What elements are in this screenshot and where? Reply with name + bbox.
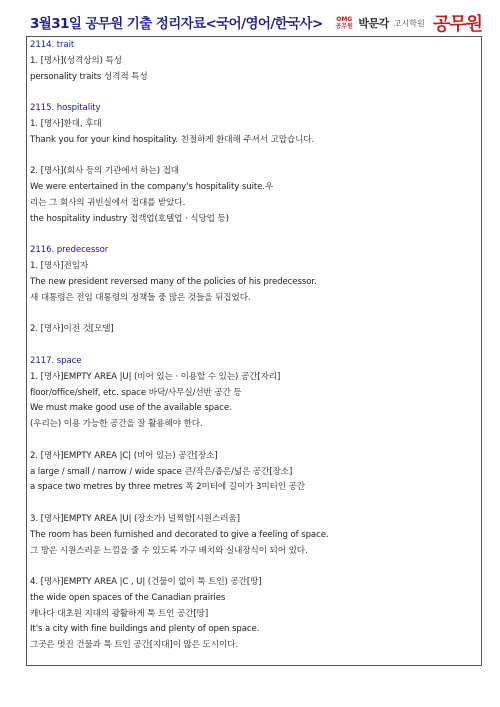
entry-spacer <box>30 85 477 101</box>
example-line: the hospitality industry 접객업(호텔업 · 식당업 등) <box>30 213 229 224</box>
sense-spacer <box>30 433 477 449</box>
page-title: 3월31일 공무원 기출 정리자료<국어/영어/한국사> <box>30 16 323 32</box>
entry-heading: 2117. space <box>30 355 82 366</box>
sense-definition: 1. [명사]전임자 <box>30 261 89 272</box>
brand-logo-top: OMG <box>336 16 353 23</box>
example-line: 새 대통령은 전임 대통령의 정책들 중 많은 것들을 뒤집었다. <box>30 292 251 303</box>
example-line: 그곳은 멋진 건물과 툭 트인 공간[지대]이 많은 도시이다. <box>30 640 238 651</box>
example-line: We were entertained in the company's hospitality suite.우 <box>30 182 274 193</box>
sense-definition: 1. [명사](성격상의) 특성 <box>30 55 122 66</box>
example-line: 캐나다 대초원 지대의 광활하게 툭 트인 공간[땅] <box>30 608 209 619</box>
sense-definition: 2. [명사]이전 것[모델] <box>30 324 114 335</box>
sense-definition: 1. [명사]환대, 후대 <box>30 118 102 129</box>
example-line: the wide open spaces of the Canadian prairies <box>30 592 226 603</box>
example-line: a large / small / narrow / wide space 큰/작은/좁은/넓은 공간[장소] <box>30 466 293 477</box>
sense-definition: 3. [명사]EMPTY AREA |U| (장소가) 널찍함[시원스러움] <box>30 513 240 524</box>
example-line: 그 방은 시원스러운 느낌을 줄 수 있도록 가구 배치와 실내장식이 되어 있다. <box>30 545 308 556</box>
entry-heading: 2116. predecessor <box>30 245 109 256</box>
example-line: The new president reversed many of the policies of his predecessor. <box>30 276 317 287</box>
example-line: It's a city with fine buildings and plenty of open space. <box>30 624 260 635</box>
example-line: a space two metres by three metres 폭 2미터에 길이가 3미터인 공간 <box>30 482 305 493</box>
example-line: The room has been furnished and decorated to give a feeling of space. <box>30 529 329 540</box>
sense-spacer <box>30 307 477 323</box>
brand-accent: 공무원 <box>432 14 482 35</box>
example-line: Thank you for your kind hospitality. 친절하게 환대해 주셔서 고맙습니다. <box>30 134 315 145</box>
page-header <box>30 10 482 36</box>
example-line: 리는 그 회사의 귀빈실에서 접대를 받았다. <box>30 197 186 208</box>
entry-spacer <box>30 338 477 354</box>
sense-definition: 1. [명사]EMPTY AREA |U| (비어 있는 · 이용할 수 있는) 공간[자리] <box>30 371 281 382</box>
example-line: personality traits 성격적 특성 <box>30 71 148 82</box>
entry-heading: 2114. trait <box>30 40 75 50</box>
entry-spacer <box>30 228 477 244</box>
brand-logo-bottom: 공무원 <box>335 23 353 30</box>
sense-spacer <box>30 149 477 165</box>
brand-logo-group <box>335 10 482 36</box>
sense-definition: 4. [명사]EMPTY AREA |C , U| (건물이 없이 툭 트인) 공간[땅] <box>30 577 262 588</box>
vocabulary-content-box <box>26 36 482 666</box>
sense-spacer <box>30 496 477 512</box>
example-line: We must make good use of the available space. <box>30 403 232 414</box>
sense-definition: 2. [명사]EMPTY AREA |C| (비어 있는) 공간[장소] <box>30 450 218 461</box>
sense-definition: 2. [명사](회사 등의 기관에서 하는) 접대 <box>30 166 179 177</box>
sense-spacer <box>30 559 477 575</box>
example-line: (우리는) 이용 가능한 공간을 잘 활용해야 한다. <box>30 419 203 430</box>
entry-heading: 2115. hospitality <box>30 103 101 114</box>
brand-name: 박문각 <box>358 17 389 30</box>
brand-sub: 고시학원 <box>393 18 425 28</box>
example-line: floor/office/shelf, etc. space 바닥/사무실/선반 공간 등 <box>30 387 242 398</box>
brand-logo-icon <box>335 16 353 30</box>
